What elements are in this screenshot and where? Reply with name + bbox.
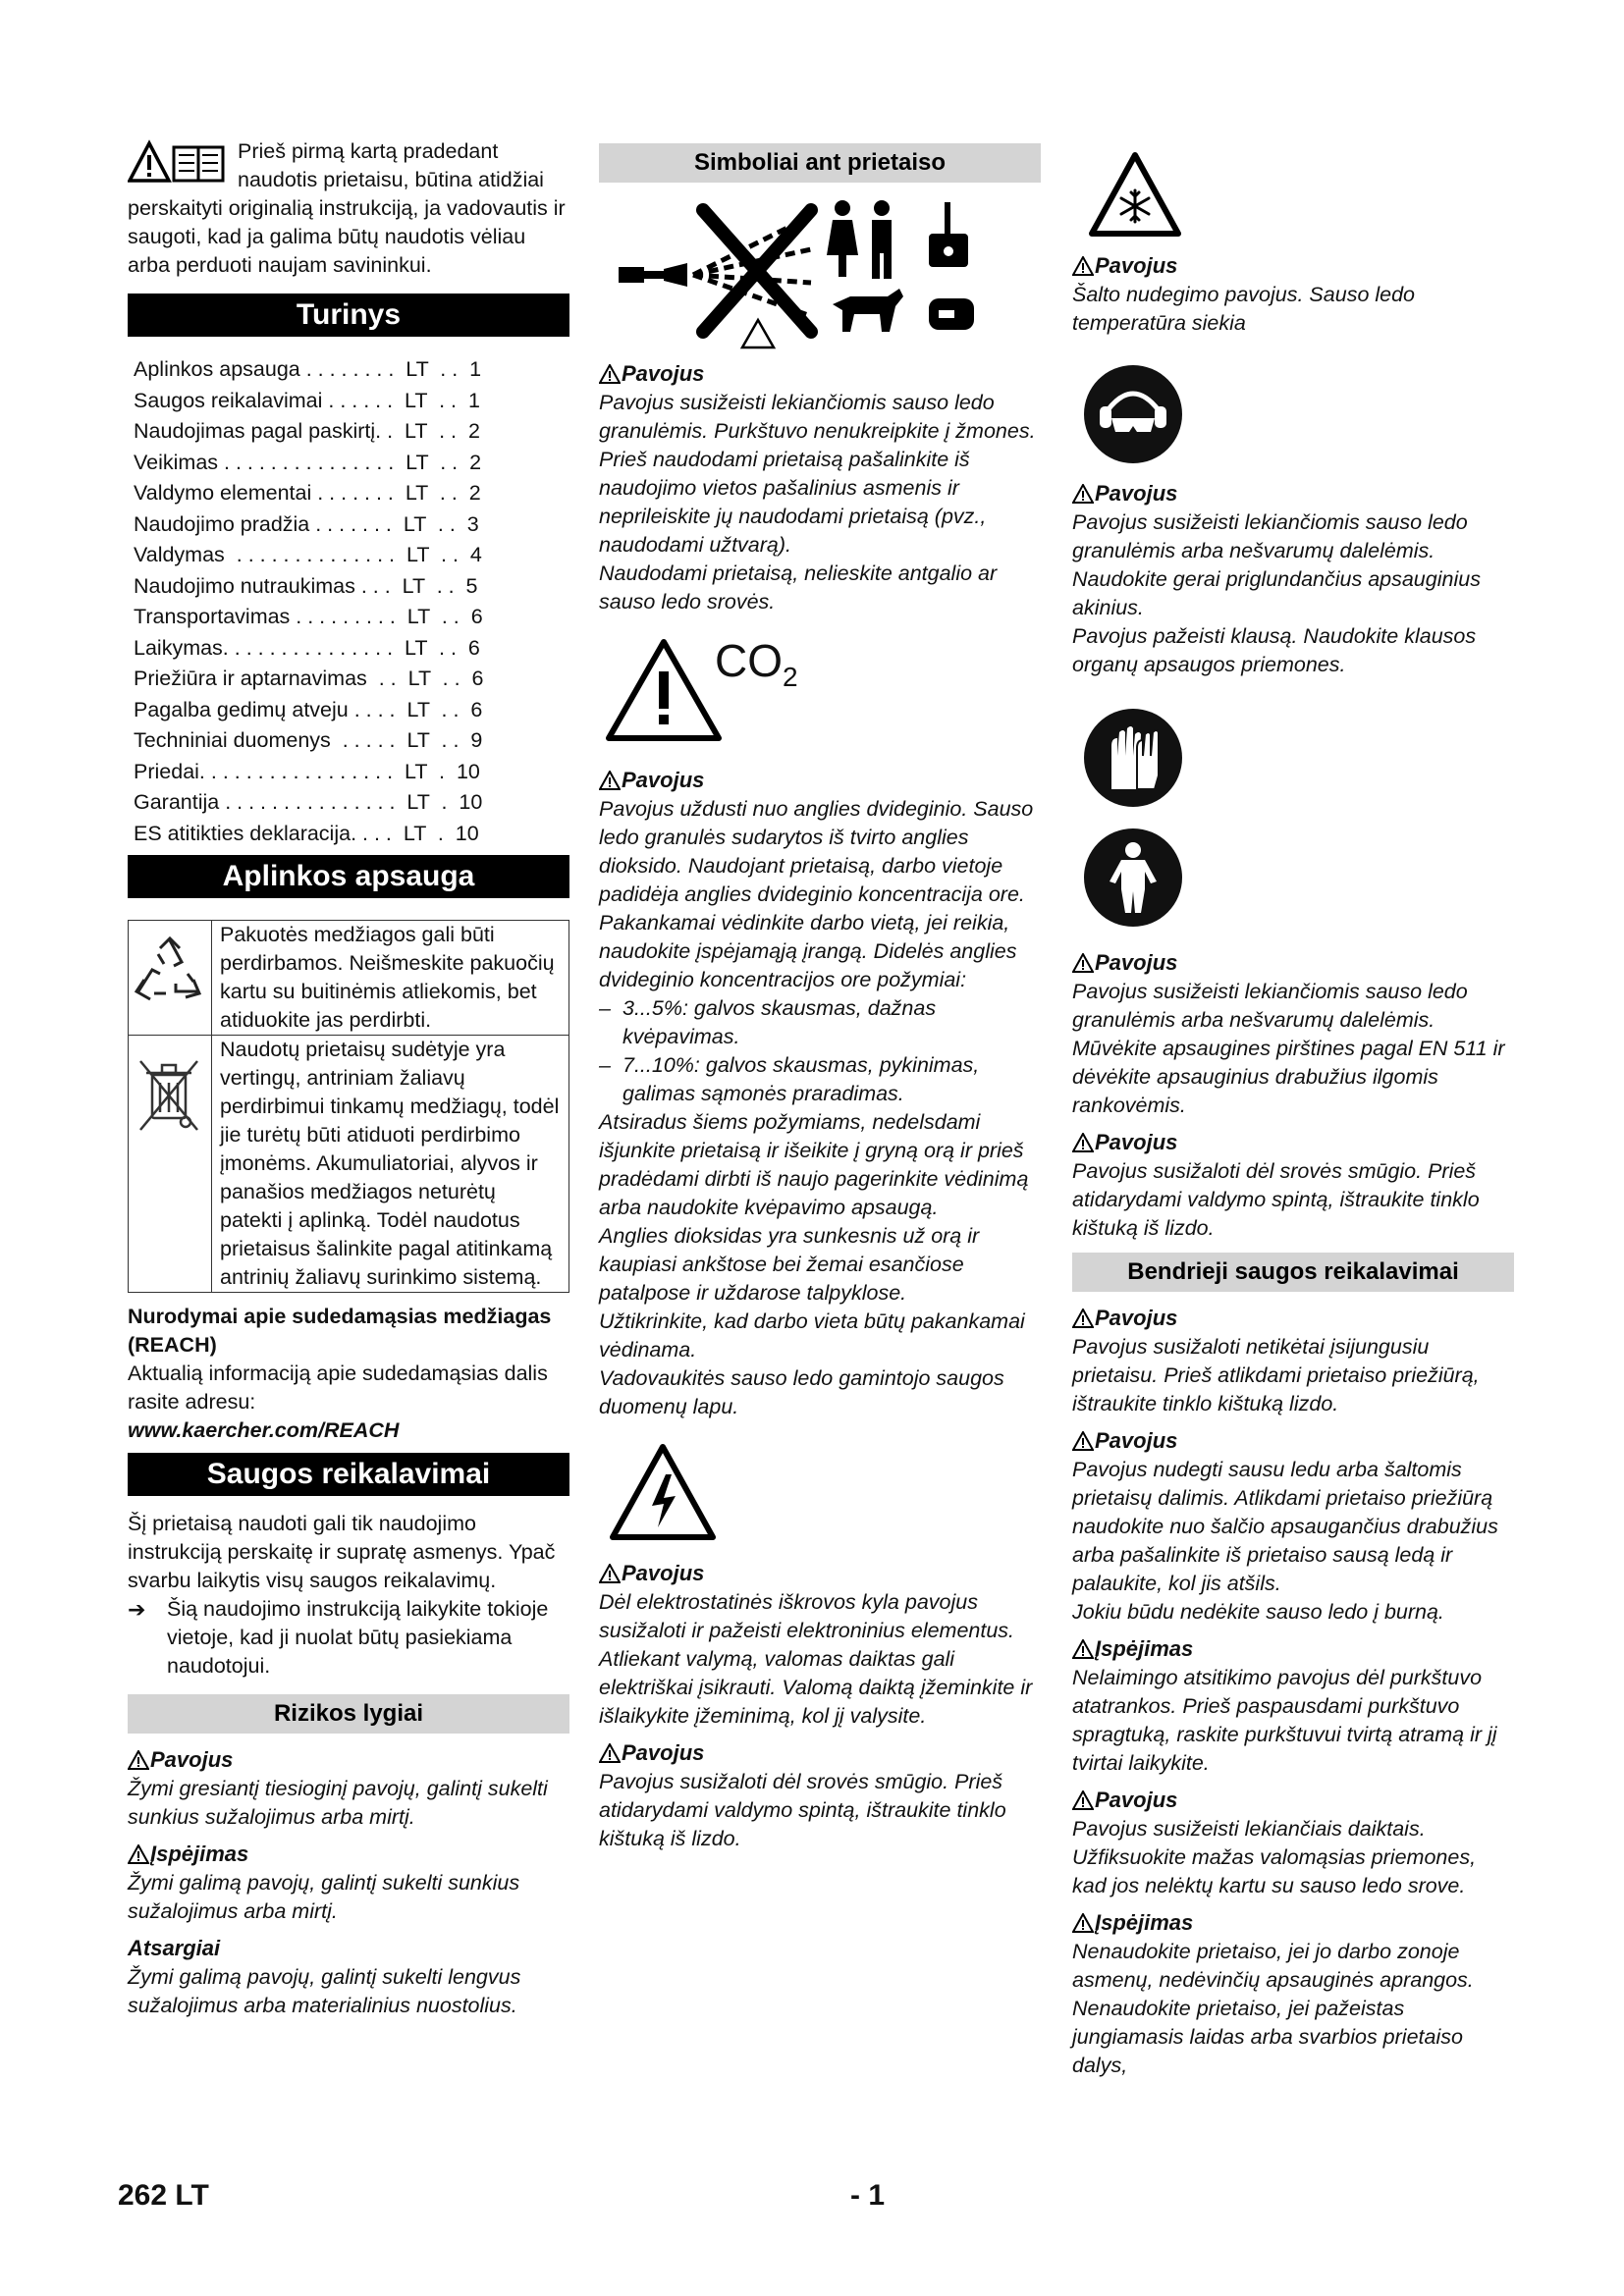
warning-triangle-icon [1072,1790,1094,1810]
r-w1-label-text: Pavojus [1095,253,1178,278]
toc-item[interactable]: Transportavimas . . . . . . . . . LT . . 6 [134,605,483,628]
g5-label-text: Įspėjimas [1095,1910,1194,1935]
g1-text: Pavojus susižaloti netikėtai įsijungusiu prietaisu. Prieš atlikdami prietaiso priežiūrą, ištraukite tinklo kištuką lizdo. [1072,1335,1480,1415]
danger-label-text: Pavojus [150,1747,234,1772]
warning-book-icon [128,139,226,187]
g2-text2: Jokiu būdu nedėkite sauso ledo į burną. [1072,1600,1444,1624]
warning-triangle-icon [1072,1308,1094,1328]
toc-item[interactable]: Priedai. . . . . . . . . . . . . . . . . LT . 10 [134,759,480,783]
warning-label [128,1840,569,1869]
warning-triangle-icon [1072,953,1094,973]
sym-w3-text: Dėl elektrostatinės iškrovos kyla pavojus susižaloti ir pažeisti elektroninius elementus. Atliekant valymą, valomas daiktas gali elektriškai įsikrauti. Valomą daiktą įžeminkite ir išlaikykite įžeminimą, kol jį valysite. [599,1590,1033,1728]
protective-suit-icon [1082,827,1184,929]
sym-w2-label-text: Pavojus [622,768,705,792]
warning-triangle-icon [599,1743,621,1763]
crossed-bin-icon [135,1053,205,1142]
toc-item[interactable]: Saugos reikalavimai . . . . . . LT . . 1 [134,388,480,412]
sym-w2-dash1: 3...5%: galvos skausmas, dažnas kvėpavimas. [623,996,937,1048]
warning-triangle-icon [605,638,723,742]
g3-label-text: Įspėjimas [1095,1636,1194,1661]
toc-title: Turinys [128,294,569,337]
table-row [129,921,569,1036]
sym-w2-text6: Vadovaukitės sauso ledo gamintojo saugos duomenų lapu. [599,1366,1004,1418]
warning-text: Žymi galimą pavojų, galintį sukelti sunkius sužalojimus arba mirtį. [128,1871,520,1923]
toc-item[interactable]: Valdymas . . . . . . . . . . . . . . LT . . 4 [134,543,482,566]
g1-label-text: Pavojus [1095,1306,1178,1330]
sym-w4-text: Pavojus susižaloti dėl srovės smūgio. Prieš atidarydami valdymo spintą, ištraukite tinklo kištuką iš lizdo. [599,1770,1006,1850]
list-item: – 7...10%: galvos skausmas, pykinimas, galimas sąmonės praradimas. [599,1051,1041,1108]
toc-item[interactable]: Naudojimo pradžia . . . . . . . LT . . 3 [134,511,479,536]
toc-item[interactable]: Pagalba gedimų atveju . . . . LT . . 6 [134,697,483,721]
sym-w1-label-text: Pavojus [622,361,705,386]
safety-arrow-item [128,1595,569,1681]
warning-triangle-icon [1072,1431,1094,1451]
r-w4-text: Pavojus susižaloti dėl srovės smūgio. Prieš atidarydami valdymo spintą, ištraukite tinklo kištuką iš lizdo. [1072,1159,1480,1240]
g4-label-text: Pavojus [1095,1788,1178,1812]
r-w1-label [1072,251,1514,281]
intro-text-first: Prieš pirmą kartą pradedant [238,139,499,163]
g1-label [1072,1304,1514,1333]
environment-title: Aplinkos apsauga [128,855,569,898]
sym-w2-label [599,766,1041,795]
sym-w1-text: Pavojus susižeisti lekiančiomis sauso ledo granulėmis. Purkštuvo nenukreipkite į žmones. Prieš naudodami prietaisą pašalinkite iš naudojimo vietos pašalinius asmenis ir neprileiskite jų naudodami prietaisą (pvz., naudodami užtvarą). [599,391,1036,557]
page-label: 262 LT [118,2179,209,2212]
r-w2-label-text: Pavojus [1095,481,1178,506]
devices-text: Naudotų prietaisų sudėtyje yra vertingų, antriniam žaliavų perdirbimui tinkamų medžiagų, todėl jie turėtų būti atiduoti perdirbimo įmonėms. Akumuliatoriai, alyvos ir panašios medžiagos neturėtų patekti į aplinką. Todėl naudotus prietaisus šalinkite pagal atitinkamą antrinių žaliavų surinkimo sistemą. [212,1036,569,1293]
spray-persons-crossed-icon [615,194,1027,351]
co2-label [715,634,798,693]
toc-item[interactable]: Laikymas. . . . . . . . . . . . . . . LT . . 6 [134,635,480,660]
toc-item[interactable]: Garantija . . . . . . . . . . . . . . . LT . 10 [134,790,483,814]
r-w2-text2: Pavojus pažeisti klausą. Naudokite klausos organų apsaugos priemones. [1072,624,1477,676]
r-w4-label [1072,1128,1514,1157]
recycle-icon [131,934,209,1013]
page-number: - 1 [850,2179,886,2212]
g5-label [1072,1908,1514,1938]
column-left [128,137,569,2020]
sym-w1-label [599,359,1041,389]
g2-label [1072,1426,1514,1456]
arrow-right-icon: ➔ [128,1597,146,1622]
weee-cell [129,1036,212,1293]
sym-w4-label-text: Pavojus [622,1740,705,1765]
warning-triangle-icon [1072,1913,1094,1933]
risk-levels-title: Rizikos lygiai [128,1694,569,1734]
sym-w3-label [599,1559,1041,1588]
danger-text: Žymi gresiantį tiesioginį pavojų, galintį sukelti sunkius sužalojimus arba mirtį. [128,1777,548,1829]
high-voltage-warning-icon [609,1443,717,1541]
warning-triangle-icon [128,1750,149,1770]
g4-label [1072,1786,1514,1815]
intro-icons [128,139,226,187]
toc-item[interactable]: Veikimas . . . . . . . . . . . . . . . LT . . 2 [134,450,482,474]
r-w4-label-text: Pavojus [1095,1130,1178,1154]
r-w3-label [1072,948,1514,978]
g5-text: Nenaudokite prietaiso, jei jo darbo zonoje asmenų, nedėvinčių apsauginės aprangos. Nenaudokite prietaiso, jei pažeistas jungiamasis laidas arba svarbios prietaiso dalys, [1072,1940,1474,2077]
r-w3-label-text: Pavojus [1095,950,1178,975]
warning-triangle-icon [599,771,621,790]
gloves-icon [1082,707,1184,809]
warning-triangle-icon [1072,484,1094,504]
sym-w2-text3: Atsiradus šiems požymiams, nedelsdami išjunkite prietaisą ir išeikite į gryną orą ir prieš pradėdami dirbti iš naujo pagerinkite vėdinimą arba naudokite kvėpavimo apsaugą. [599,1110,1029,1219]
reach-text: Aktualią informaciją apie sudedamąsias dalis rasite adresu: [128,1362,548,1414]
toc-item[interactable]: Priežiūra ir aptarnavimas . . LT . . 6 [134,667,484,690]
g2-text: Pavojus nudegti sausu ledu arba šaltomis prietaisų dalimis. Atlikdami prietaiso priežiūrą naudokite nuo šalčio apsaugančius drabužius arba pašalinkite iš prietaiso sausą ledą ir palaukite, kol jis atšils. [1072,1458,1498,1595]
r-w2-text: Pavojus susižeisti lekiančiomis sauso ledo granulėmis arba nešvarumų dalelėmis. Naudokite gerai priglundančius apsauginius akinius. [1072,510,1481,619]
symbols-title: Simboliai ant prietaiso [599,143,1041,183]
danger-label [128,1745,569,1775]
warning-triangle-icon [599,1564,621,1583]
co2-label-text: CO [715,635,783,686]
sym-w2-text4: Anglies dioksidas yra sunkesnis už orą ir kaupiasi ankštose bei žemai esančiose patalpose ir uždarose talpyklose. [599,1224,980,1305]
toc-list [128,350,569,849]
warning-triangle-icon [1072,1639,1094,1659]
sym-w4-label [599,1738,1041,1768]
toc-item[interactable]: Techniniai duomenys . . . . . LT . . 9 [134,728,483,752]
g4-text: Pavojus susižeisti lekiančiais daiktais. Užfiksuokite mažas valomąsias priemones, kad jos nelėktų kartu su sauso ledo srove. [1072,1817,1477,1897]
g3-label [1072,1634,1514,1664]
warning-triangle-icon [128,1844,149,1864]
toc-item[interactable]: ES atitikties deklaracija. . . . LT . 10 [134,821,479,845]
intro-text: naudotis prietaisu, būtina atidžiai perskaityti originalią instrukciją, ja vadovautis ir saugoti, kad ja galima būtų naudotis vėliau arba perduoti naujam savininkui. [128,168,566,277]
co2-subscript: 2 [783,662,798,693]
reach-link[interactable]: www.kaercher.com/REACH [128,1418,400,1442]
g2-label-text: Pavojus [1095,1428,1178,1453]
intro-block [128,137,569,280]
safety-title: Saugos reikalavimai [128,1453,569,1496]
warning-triangle-icon [1072,256,1094,276]
cold-warning-icon [1088,151,1182,240]
column-middle [599,137,1041,1853]
environment-table [128,920,569,1293]
safety-intro: Šį prietaisą naudoti gali tik naudojimo instrukciją perskaitę ir supratę asmenys. Ypač svarbu laikytis visų saugos reikalavimų. [128,1512,556,1592]
packaging-text: Pakuotės medžiagos gali būti perdirbamos. Neišmeskite pakuočių kartu su buitinėmis atliekomis, bet atiduokite jas perdirbti. [212,921,569,1036]
warning-triangle-icon [1072,1133,1094,1152]
recycle-cell [129,921,212,1036]
eye-ear-protection-icon [1082,363,1184,465]
caution-text: Žymi galimą pavojų, galintį sukelti lengvus sužalojimus arba materialinius nuostolius. [128,1965,521,2017]
reach-heading: Nurodymai apie sudedamąsias medžiagas (REACH) [128,1305,552,1357]
table-row [129,1036,569,1293]
toc-item[interactable]: Naudojimo nutraukimas . . . LT . . 5 [134,573,478,598]
warning-triangle-icon [599,364,621,384]
warning-label-text: Įspėjimas [150,1842,249,1866]
sym-w3-label-text: Pavojus [622,1561,705,1585]
column-right [1072,137,1514,2080]
co2-warning-sign [605,635,821,746]
sym-w2-text5: Užtikrinkite, kad darbo vieta būtų pakankamai vėdinama. [599,1309,1025,1362]
safety-arrow-text: Šią naudojimo instrukciją laikykite tokioje vietoje, kad ji nuolat būtų pasiekiama naudotojui. [167,1597,549,1678]
caution-label: Atsargiai [128,1936,221,1960]
sym-w2-text: Pavojus uždusti nuo anglies dvideginio. Sauso ledo granulės sudarytos iš tvirto anglies dioksido. Naudojant prietaisą, darbo vietoje padidėja anglies dvideginio koncentracija ore. Pakankamai vėdinkite darbo vietą, jei reikia, naudokite įspėjamąją įrangą. Didelės anglies dvideginio koncentracijos ore požymiai: [599,797,1034,991]
toc-item[interactable]: Aplinkos apsauga . . . . . . . . LT . . 1 [134,357,482,381]
list-item: – 3...5%: galvos skausmas, dažnas kvėpavimas. [599,994,1041,1051]
toc-item[interactable]: Valdymo elementai . . . . . . . LT . . 2 [134,481,481,505]
r-w3-text: Pavojus susižeisti lekiančiomis sauso ledo granulėmis arba nešvarumų dalelėmis. Mūvėkite apsaugines pirštines pagal EN 511 ir dėvėkite apsauginius drabužius ilgomis rankovėmis. [1072,980,1505,1117]
general-safety-title: Bendrieji saugos reikalavimai [1072,1253,1514,1292]
g3-text: Nelaimingo atsitikimo pavojus dėl purkštuvo atatrankos. Prieš paspausdami purkštuvo spragtuką, raskite purkštuvui tvirtą atramą ir jį tvirtai laikykite. [1072,1666,1497,1775]
r-w1-text: Šalto nudegimo pavojus. Sauso ledo temperatūra siekia [1072,283,1416,335]
sym-w2-dash2: 7...10%: galvos skausmas, pykinimas, galimas sąmonės praradimas. [623,1053,980,1105]
toc-item[interactable]: Naudojimas pagal paskirtį. . LT . . 2 [134,419,480,443]
sym-w1-text2: Naudodami prietaisą, nelieskite antgalio ar sauso ledo srovės. [599,561,998,614]
r-w2-label [1072,479,1514,508]
